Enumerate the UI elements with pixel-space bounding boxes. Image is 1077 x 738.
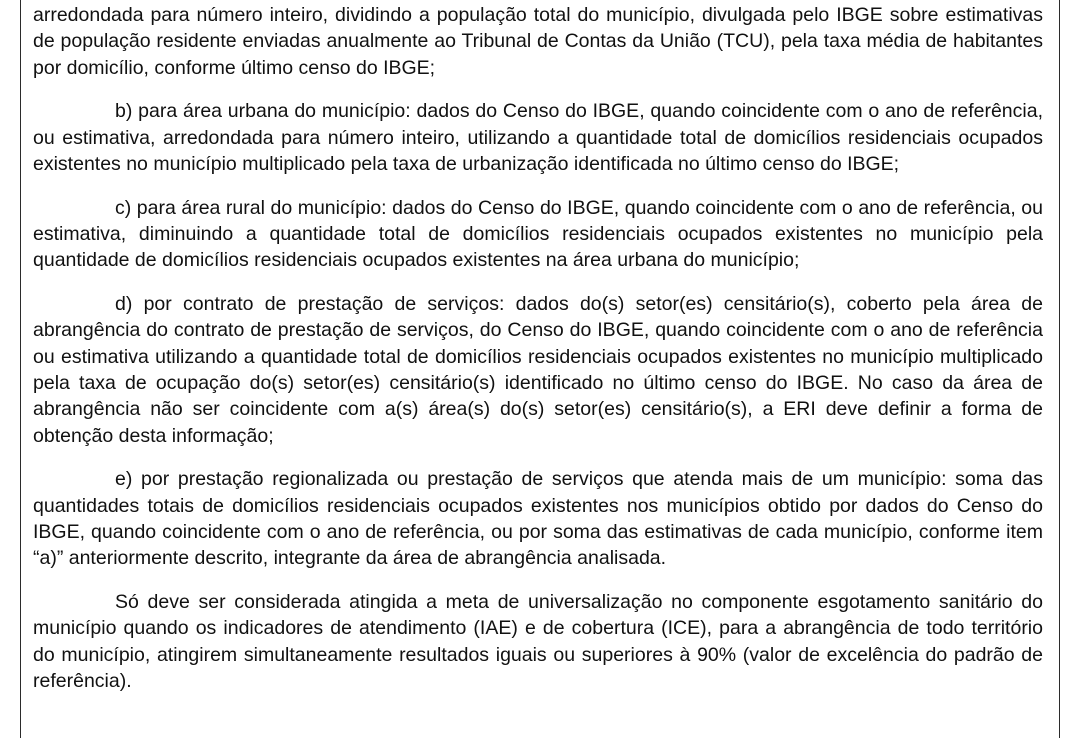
- document-body: [33, 2, 1043, 712]
- paragraph-item-b: b) para área urbana do município: dados do Censo do IBGE, quando coincidente com o ano de referência, ou estimativa, arredondada para número inteiro, utilizando a quantidade total de domicílios residenciais ocupados existentes no município multiplicado pela taxa de urbanização identificada no último censo do IBGE;: [33, 100, 1043, 175]
- paragraph-item-c: c) para área rural do município: dados do Censo do IBGE, quando coincidente com o ano de referência, ou estimativa, diminuindo a quantidade total de domicílios residenciais ocupados existentes no município pela quantidade de domicílios residenciais ocupados existentes na área urbana do município;: [33, 196, 1043, 272]
- paragraph-item-d: d) por contrato de prestação de serviços: dados do(s) setor(es) censitário(s), coberto pela área de abrangência do contrato de prestação de serviços, do Censo do IBGE, quando coincidente com o ano de referência ou estimativa utilizando a quantidade total de domicílios residenciais ocupados existentes no município multiplicado pela taxa de ocupação do(s) setor(es) censitário(s) identificado no último censo do IBGE. No caso da área de abrangência não ser coincidente com a(s) área(s) do(s) setor(es) censitário(s), a ERI deve definir a forma de obtenção desta informação;: [33, 293, 1043, 447]
- paragraph-item-e: e) por prestação regionalizada ou prestação de serviços que atenda mais de um município: soma das quantidades totais de domicílios residenciais ocupados existentes nos municípios obtido por dados do Censo do IBGE, quando coincidente com o ano de referência, ou por soma das estimativas de cada município, conforme item “a)” anteriormente descrito, integrante da área de abrangência analisada.: [33, 468, 1043, 570]
- paragraph-universalization-note: Só deve ser considerada atingida a meta de universalização no componente esgotamento sanitário do município quando os indicadores de atendimento (IAE) e de cobertura (ICE), para a abrangência de todo território do município, atingirem simultaneamente resultados iguais ou superiores à 90% (valor de excelência do padrão de referência).: [33, 591, 1043, 693]
- document-page: [20, 0, 1060, 738]
- paragraph-a-continuation: arredondada para número inteiro, dividindo a população total do município, divulgada pelo IBGE sobre estimativas de população residente enviadas anualmente ao Tribunal de Contas da União (TCU), pela taxa média de habitantes por domicílio, conforme último censo do IBGE;: [33, 4, 1043, 79]
